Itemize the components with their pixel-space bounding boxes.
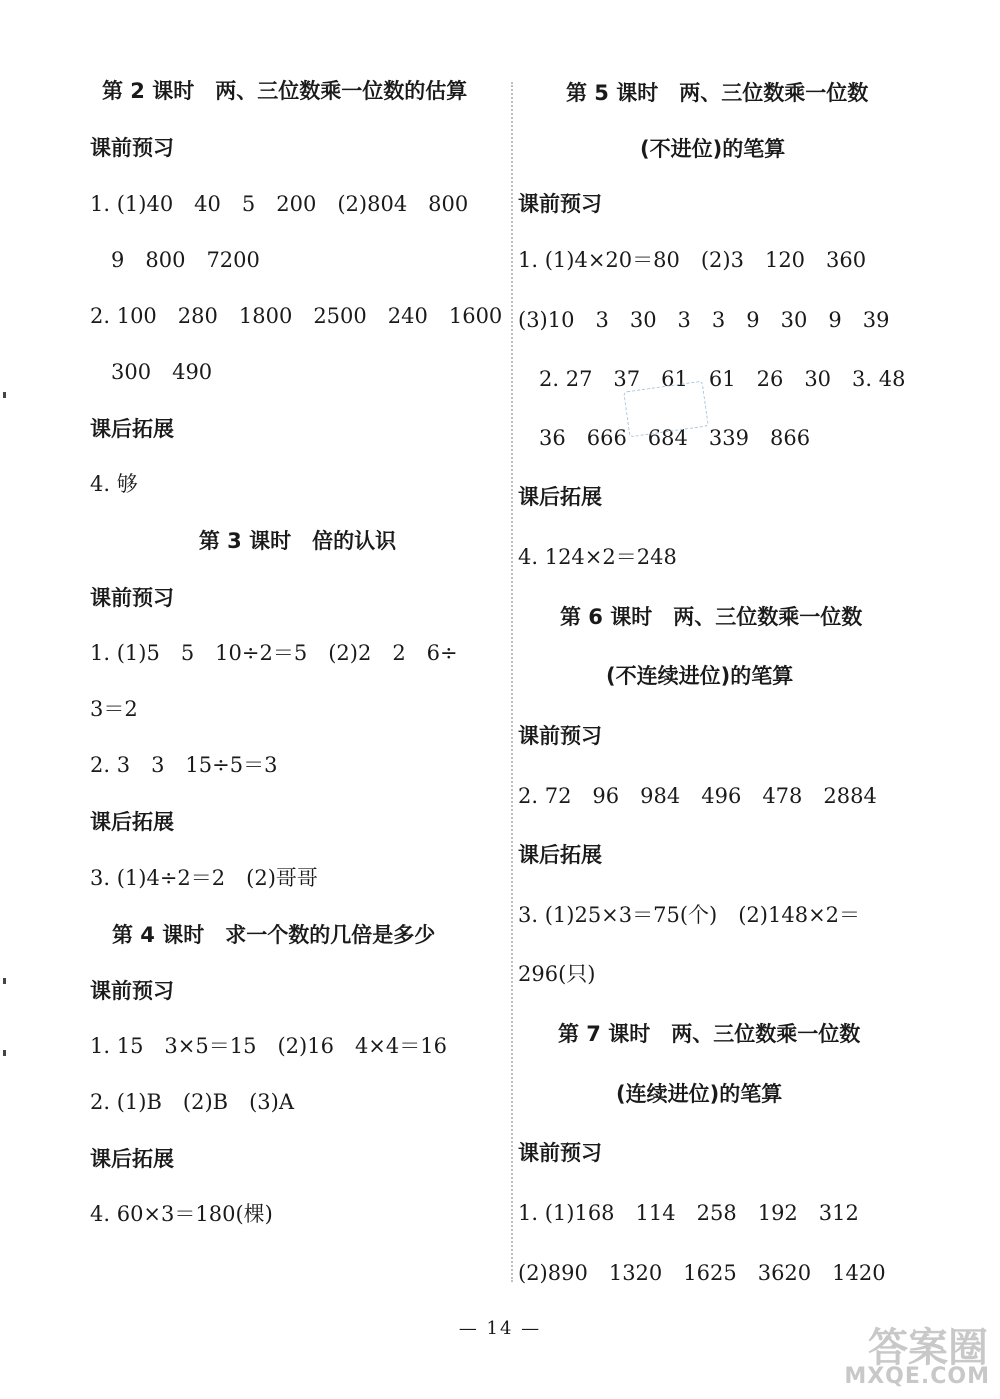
answer-line: 2. (1)B (2)B (3)A (90, 1090, 294, 1114)
answer-line: 2. 27 37 61 61 26 30 3. 48 (518, 367, 906, 391)
lesson-heading: 第 6 课时 两、三位数乘一位数 (560, 605, 863, 629)
answer-line: 2. 3 3 15÷5＝3 (90, 753, 278, 777)
section-label: 课前预习 (518, 724, 602, 748)
watermark-logo: 答案圈 (868, 1325, 988, 1371)
answer-line: 1. (1)40 40 5 200 (2)804 800 (90, 192, 469, 216)
lesson-heading: 第 4 课时 求一个数的几倍是多少 (112, 923, 436, 947)
scan-edge-mark (3, 392, 6, 398)
answer-line: 1. 15 3×5＝15 (2)16 4×4＝16 (90, 1034, 447, 1058)
answer-line: 9 800 7200 (90, 248, 260, 272)
lesson-heading: 第 5 课时 两、三位数乘一位数 (566, 81, 869, 105)
answer-line: 2. 72 96 984 496 478 2884 (518, 784, 877, 808)
answer-line: 4. 60×3＝180(棵) (90, 1202, 273, 1226)
lesson-heading: 第 3 课时 倍的认识 (198, 529, 397, 553)
section-label: 课前预习 (90, 136, 174, 160)
watermark-url: MXQE.COM (844, 1364, 990, 1389)
lesson-heading-subtitle: (不连续进位)的笔算 (606, 664, 794, 688)
answer-line: 3＝2 (90, 697, 138, 721)
answer-line: 300 490 (90, 360, 213, 384)
lesson-heading: 第 2 课时 两、三位数乘一位数的估算 (102, 79, 468, 103)
column-divider (511, 82, 513, 1282)
answer-line: 296(只) (518, 962, 596, 986)
answer-line: 1. (1)168 114 258 192 312 (518, 1201, 859, 1225)
section-label: 课前预习 (518, 192, 602, 216)
lesson-heading-subtitle: (不进位)的笔算 (640, 137, 786, 161)
section-label: 课后拓展 (90, 1147, 174, 1171)
section-label: 课后拓展 (90, 810, 174, 834)
answer-line: 3. (1)25×3＝75(个) (2)148×2＝ (518, 903, 861, 927)
section-label: 课前预习 (518, 1141, 602, 1165)
answer-line: 1. (1)4×20＝80 (2)3 120 360 (518, 248, 867, 272)
section-label: 课后拓展 (518, 843, 602, 867)
answer-line: 2. 100 280 1800 2500 240 1600 (90, 304, 503, 328)
section-label: 课前预习 (90, 979, 174, 1003)
lesson-heading-subtitle: (连续进位)的笔算 (616, 1082, 783, 1106)
site-watermark (800, 1316, 996, 1394)
answer-line: 4. 够 (90, 472, 138, 496)
scan-edge-mark (3, 978, 6, 984)
page-number: — 14 — (458, 1318, 542, 1339)
answer-line: 1. (1)5 5 10÷2＝5 (2)2 2 6÷ (90, 641, 458, 665)
answer-line: (3)10 3 30 3 3 9 30 9 39 (518, 308, 890, 332)
answer-line: (2)890 1320 1625 3620 1420 (518, 1261, 886, 1285)
section-label: 课后拓展 (90, 417, 174, 441)
section-label: 课后拓展 (518, 485, 602, 509)
answer-line: 3. (1)4÷2＝2 (2)哥哥 (90, 866, 318, 890)
answer-line: 36 666 684 339 866 (518, 426, 811, 450)
answer-line: 4. 124×2＝248 (518, 545, 677, 569)
scan-edge-mark (3, 1050, 6, 1056)
section-label: 课前预习 (90, 586, 174, 610)
lesson-heading: 第 7 课时 两、三位数乘一位数 (558, 1022, 861, 1046)
